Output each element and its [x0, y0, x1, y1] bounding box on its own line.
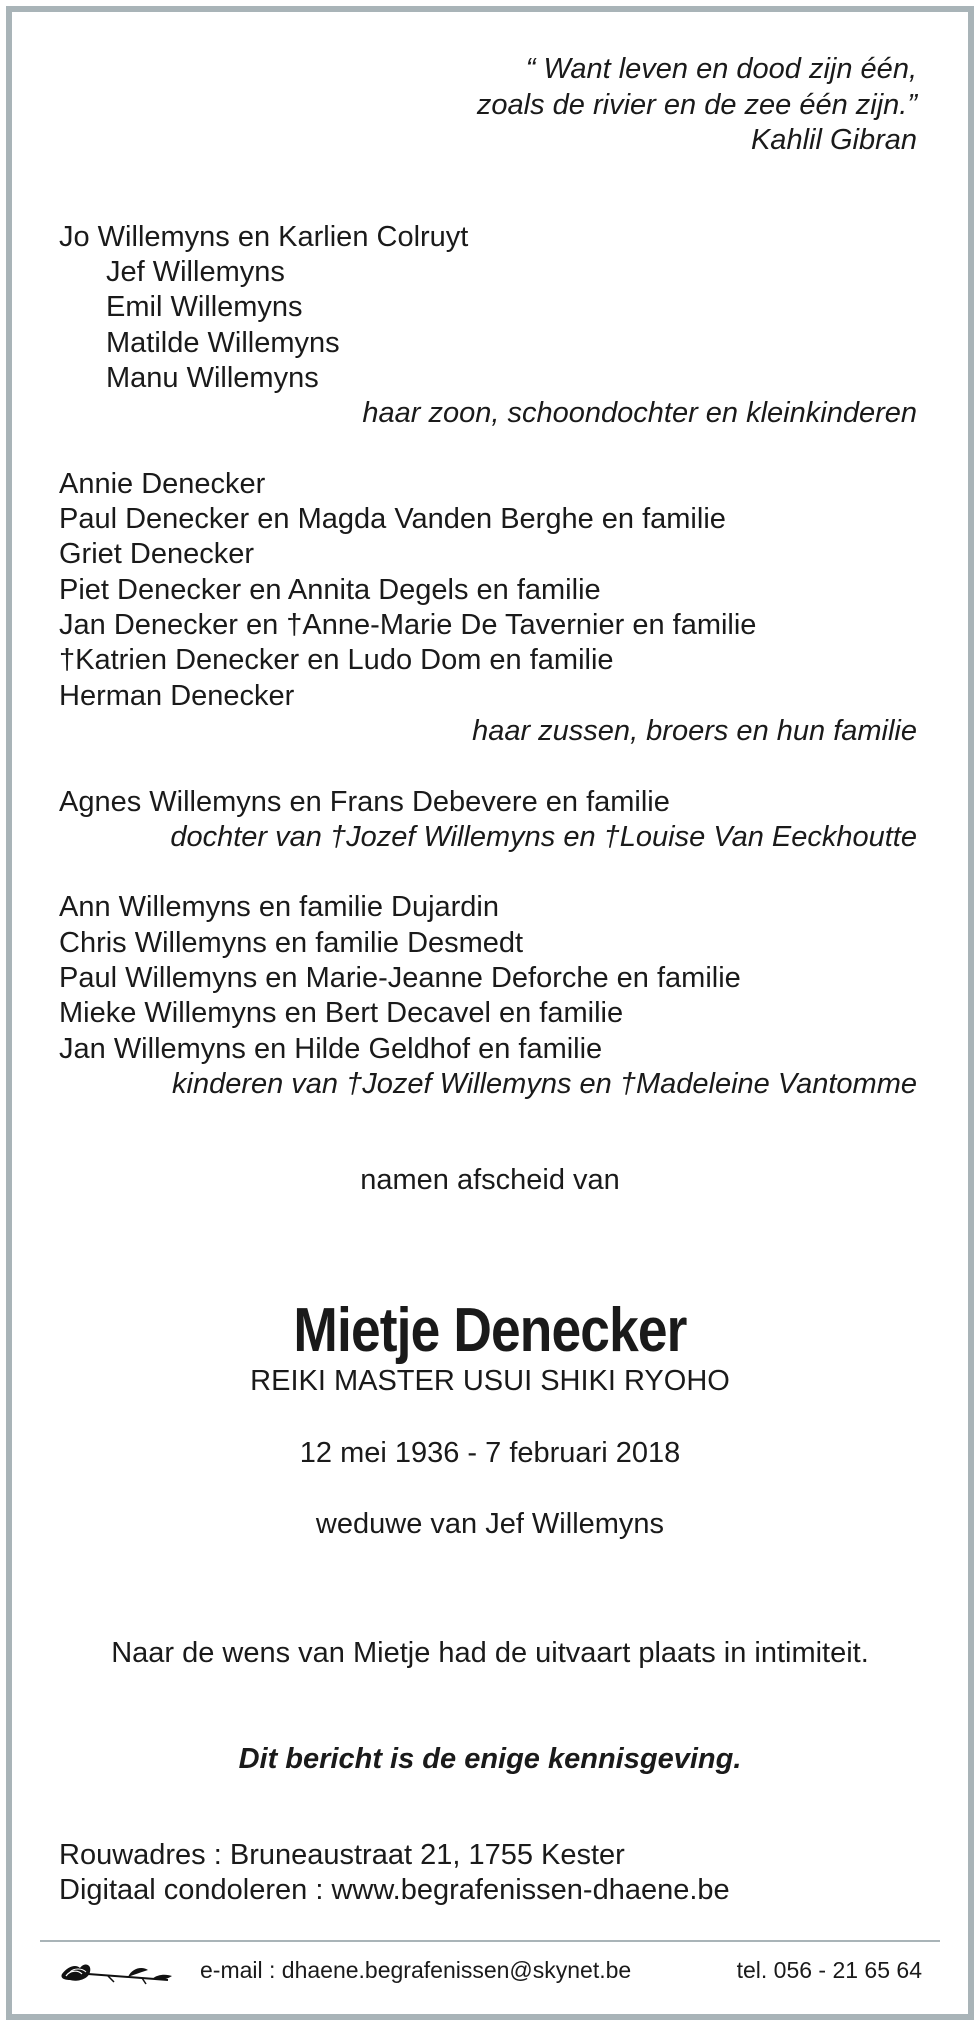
relation-label: kinderen van †Jozef Willemyns en †Madeleine Vantomme [172, 1068, 917, 1100]
quote-author: Kahlil Gibran [750, 124, 917, 156]
family-member: Ann Willemyns en familie Dujardin [59, 891, 499, 923]
grandchild: Emil Willemyns [106, 291, 303, 323]
notice-line: Dit bericht is de enige kennisgeving. [238, 1743, 742, 1775]
family-member: Paul Denecker en Magda Vanden Berghe en familie [59, 503, 726, 535]
intro-text: namen afscheid van [360, 1164, 620, 1196]
spouse-line: weduwe van Jef Willemyns [315, 1508, 665, 1540]
family-member: Griet Denecker [59, 538, 255, 570]
relation-label: haar zoon, schoondochter en kleinkinderen [362, 397, 917, 429]
family-head: Jo Willemyns en Karlien Colruyt [59, 221, 469, 253]
rose-icon [58, 1952, 190, 1988]
deceased-title: REIKI MASTER USUI SHIKI RYOHO [250, 1365, 730, 1397]
family-member: Mieke Willemyns en Bert Decavel en familie [59, 997, 624, 1029]
quote-line-2: zoals de rivier en de zee één zijn.” [476, 89, 917, 121]
grandchild: Matilde Willemyns [106, 327, 340, 359]
family-member: Annie Denecker [59, 468, 266, 500]
life-dates: 12 mei 1936 - 7 februari 2018 [299, 1437, 681, 1469]
family-member: Agnes Willemyns en Frans Debevere en familie [59, 786, 670, 818]
family-member: Herman Denecker [59, 680, 295, 712]
family-member: Chris Willemyns en familie Desmedt [59, 927, 524, 959]
relation-label: dochter van †Jozef Willemyns en †Louise Van Eeckhoutte [170, 821, 917, 853]
condolence-website[interactable]: Digitaal condoleren : www.begrafenissen-dhaene.be [59, 1874, 730, 1906]
relation-label: haar zussen, broers en hun familie [472, 715, 917, 747]
family-member: Jan Denecker en †Anne-Marie De Tavernier en familie [59, 609, 757, 641]
family-member: Piet Denecker en Annita Degels en familie [59, 574, 601, 606]
footer-email[interactable]: e-mail : dhaene.begrafenissen@skynet.be [200, 1957, 632, 1983]
footer-divider [40, 1940, 940, 1942]
grandchild: Manu Willemyns [106, 362, 319, 394]
grandchild: Jef Willemyns [106, 256, 285, 288]
quote-line-1: “ Want leven en dood zijn één, [525, 53, 917, 85]
family-member: †Katrien Denecker en Ludo Dom en familie [59, 644, 614, 676]
family-member: Jan Willemyns en Hilde Geldhof en familie [59, 1033, 603, 1065]
family-member: Paul Willemyns en Marie-Jeanne Deforche en familie [59, 962, 741, 994]
deceased-name: Mietje Denecker [293, 1295, 687, 1365]
mourning-address: Rouwadres : Bruneaustraat 21, 1755 Kester [59, 1839, 625, 1871]
funeral-note: Naar de wens van Mietje had de uitvaart plaats in intimiteit. [111, 1637, 869, 1669]
footer-phone[interactable]: tel. 056 - 21 65 64 [736, 1957, 922, 1983]
